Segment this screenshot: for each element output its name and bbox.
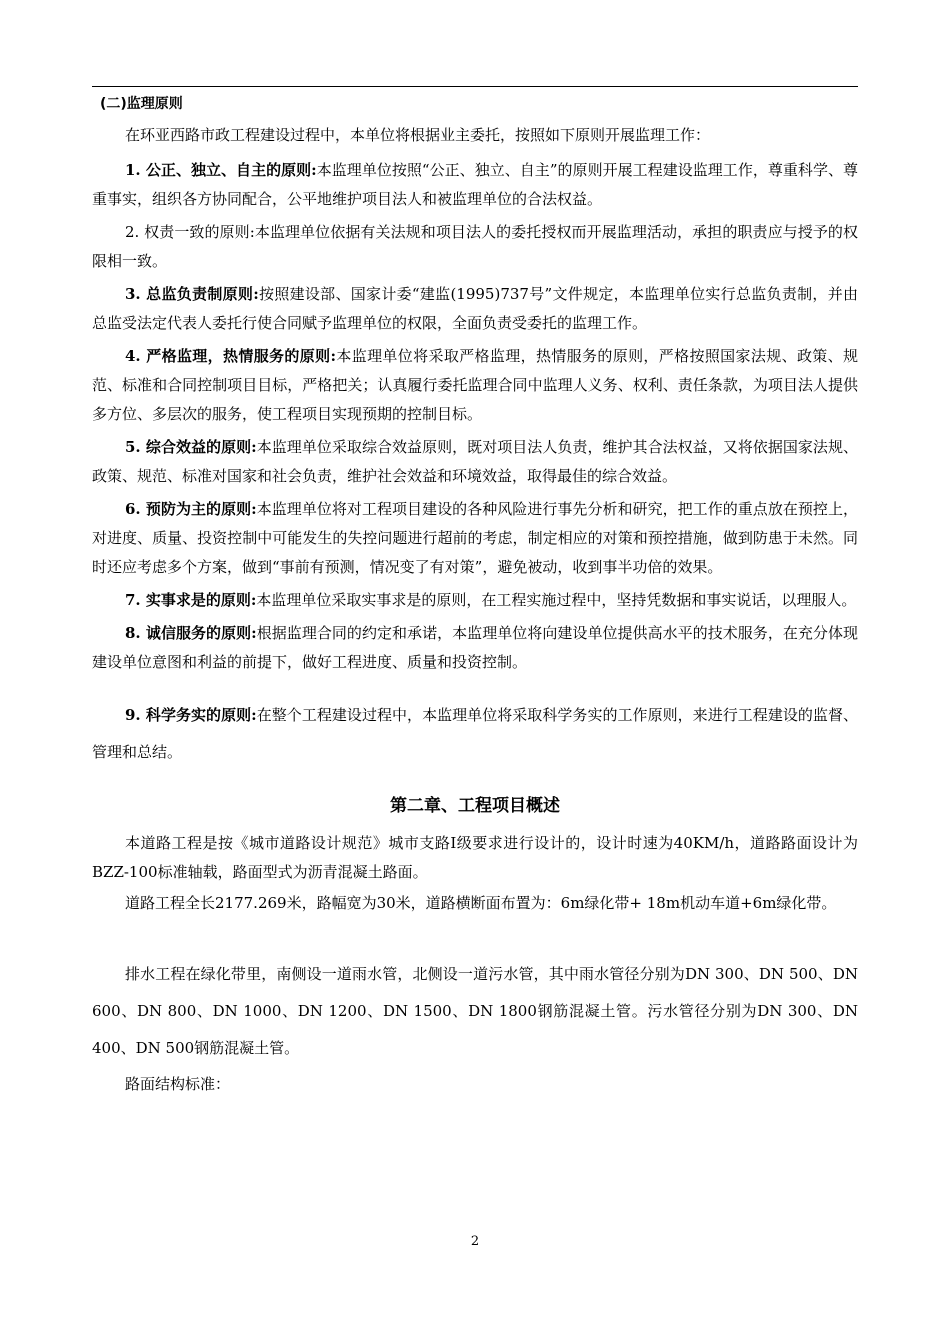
page-content <box>92 92 858 1101</box>
principle-5 <box>92 433 858 491</box>
intro-paragraph: 在环亚西路市政工程建设过程中，本单位将根据业主委托，按照如下原则开展监理工作： <box>125 126 711 144</box>
page-number: 2 <box>470 1234 480 1249</box>
principle-8 <box>92 619 858 677</box>
section-title: (二)监理原则 <box>100 96 183 112</box>
principle-title: 4. 严格监理，热情服务的原则: <box>125 347 337 365</box>
principle-text: 本监理单位采取综合效益原则，既对项目法人负责，维护其合法权益，又将依据国家法规、政策、规范、标准对国家和社会负责，维护社会效益和环境效益，取得最佳的综合效益。 <box>92 438 858 485</box>
principle-title: 3. 总监负责制原则: <box>125 285 259 303</box>
overview-paragraph-3: 排水工程在绿化带里，南侧设一道雨水管，北侧设一道污水管，其中雨水管径分别为DN 300、DN 500、DN 600、DN 800、DN 1000、DN 1200、DN 1500、DN 1800钢筋混凝土管。污水管径分别为DN 300、DN 400、DN 500钢筋混凝土管。 <box>92 965 858 1057</box>
principle-text: 在整个工程建设过程中，本监理单位将采取科学务实的工作原则，来进行工程建设的监督、管理和总结。 <box>92 706 858 761</box>
principle-6 <box>92 495 858 582</box>
principle-text: 按照建设部、国家计委“建监(1995)737号”文件规定，本监理单位实行总监负责制，并由总监受法定代表人委托行使合同赋予监理单位的权限，全面负责受委托的监理工作。 <box>92 285 858 332</box>
chapter-title: 第二章、工程项目概述 <box>390 796 560 816</box>
principle-text: 根据监理合同的约定和承诺，本监理单位将向建设单位提供高水平的技术服务，在充分体现建设单位意图和利益的前提下，做好工程进度、质量和投资控制。 <box>92 624 858 671</box>
principle-7 <box>92 586 858 615</box>
principle-title: 7. 实事求是的原则: <box>125 591 257 609</box>
principle-title: 5. 综合效益的原则: <box>125 438 257 456</box>
overview-paragraph-4: 路面结构标准： <box>125 1075 231 1093</box>
principle-text: 本监理单位将对工程项目建设的各种风险进行事先分析和研究，把工作的重点放在预控上，对进度、质量、投资控制中可能发生的失控问题进行超前的考虑，制定相应的对策和预控措施，做到防患于未然。同时还应考虑多个方案，做到“事前有预测，情况变了有对策”，避免被动，收到事半功倍的效果。 <box>92 500 858 576</box>
principle-title: 9. 科学务实的原则: <box>125 706 257 724</box>
principle-9 <box>92 697 858 771</box>
principle-text: 本监理单位按照“公正、独立、自主”的原则开展工程建设监理工作，尊重科学、尊重事实，组织各方协同配合，公平地维护项目法人和被监理单位的合法权益。 <box>92 161 859 208</box>
principle-2 <box>92 218 858 276</box>
principle-4 <box>92 342 858 429</box>
principle-title: 8. 诚信服务的原则: <box>125 624 257 642</box>
principle-title: 2. 权责一致的原则: <box>125 223 255 241</box>
principle-text: 本监理单位依据有关法规和项目法人的委托授权而开展监理活动，承担的职责应与授予的权限相一致。 <box>92 223 858 270</box>
overview-paragraph-2: 道路工程全长2177.269米，路幅宽为30米，道路横断面布置为：6m绿化带+ 18m机动车道+6m绿化带。 <box>125 894 837 912</box>
principle-title: 1. 公正、独立、自主的原则: <box>125 161 317 179</box>
principle-3 <box>92 280 858 338</box>
principle-title: 6. 预防为主的原则: <box>125 500 257 518</box>
principle-text: 本监理单位将采取严格监理，热情服务的原则，严格按照国家法规、政策、规范、标准和合同控制项目目标，严格把关；认真履行委托监理合同中监理人义务、权利、责任条款，为项目法人提供多方位、多层次的服务，使工程项目实现预期的控制目标。 <box>92 347 859 423</box>
principle-1 <box>92 156 858 214</box>
overview-paragraph-1: 本道路工程是按《城市道路设计规范》城市支路Ⅰ级要求进行设计的，设计时速为40KM/h，道路路面设计为BZZ-100标准轴载，路面型式为沥青混凝土路面。 <box>92 834 858 881</box>
header-rule <box>92 86 858 87</box>
principle-text: 本监理单位采取实事求是的原则，在工程实施过程中，坚持凭数据和事实说话，以理服人。 <box>256 591 857 609</box>
